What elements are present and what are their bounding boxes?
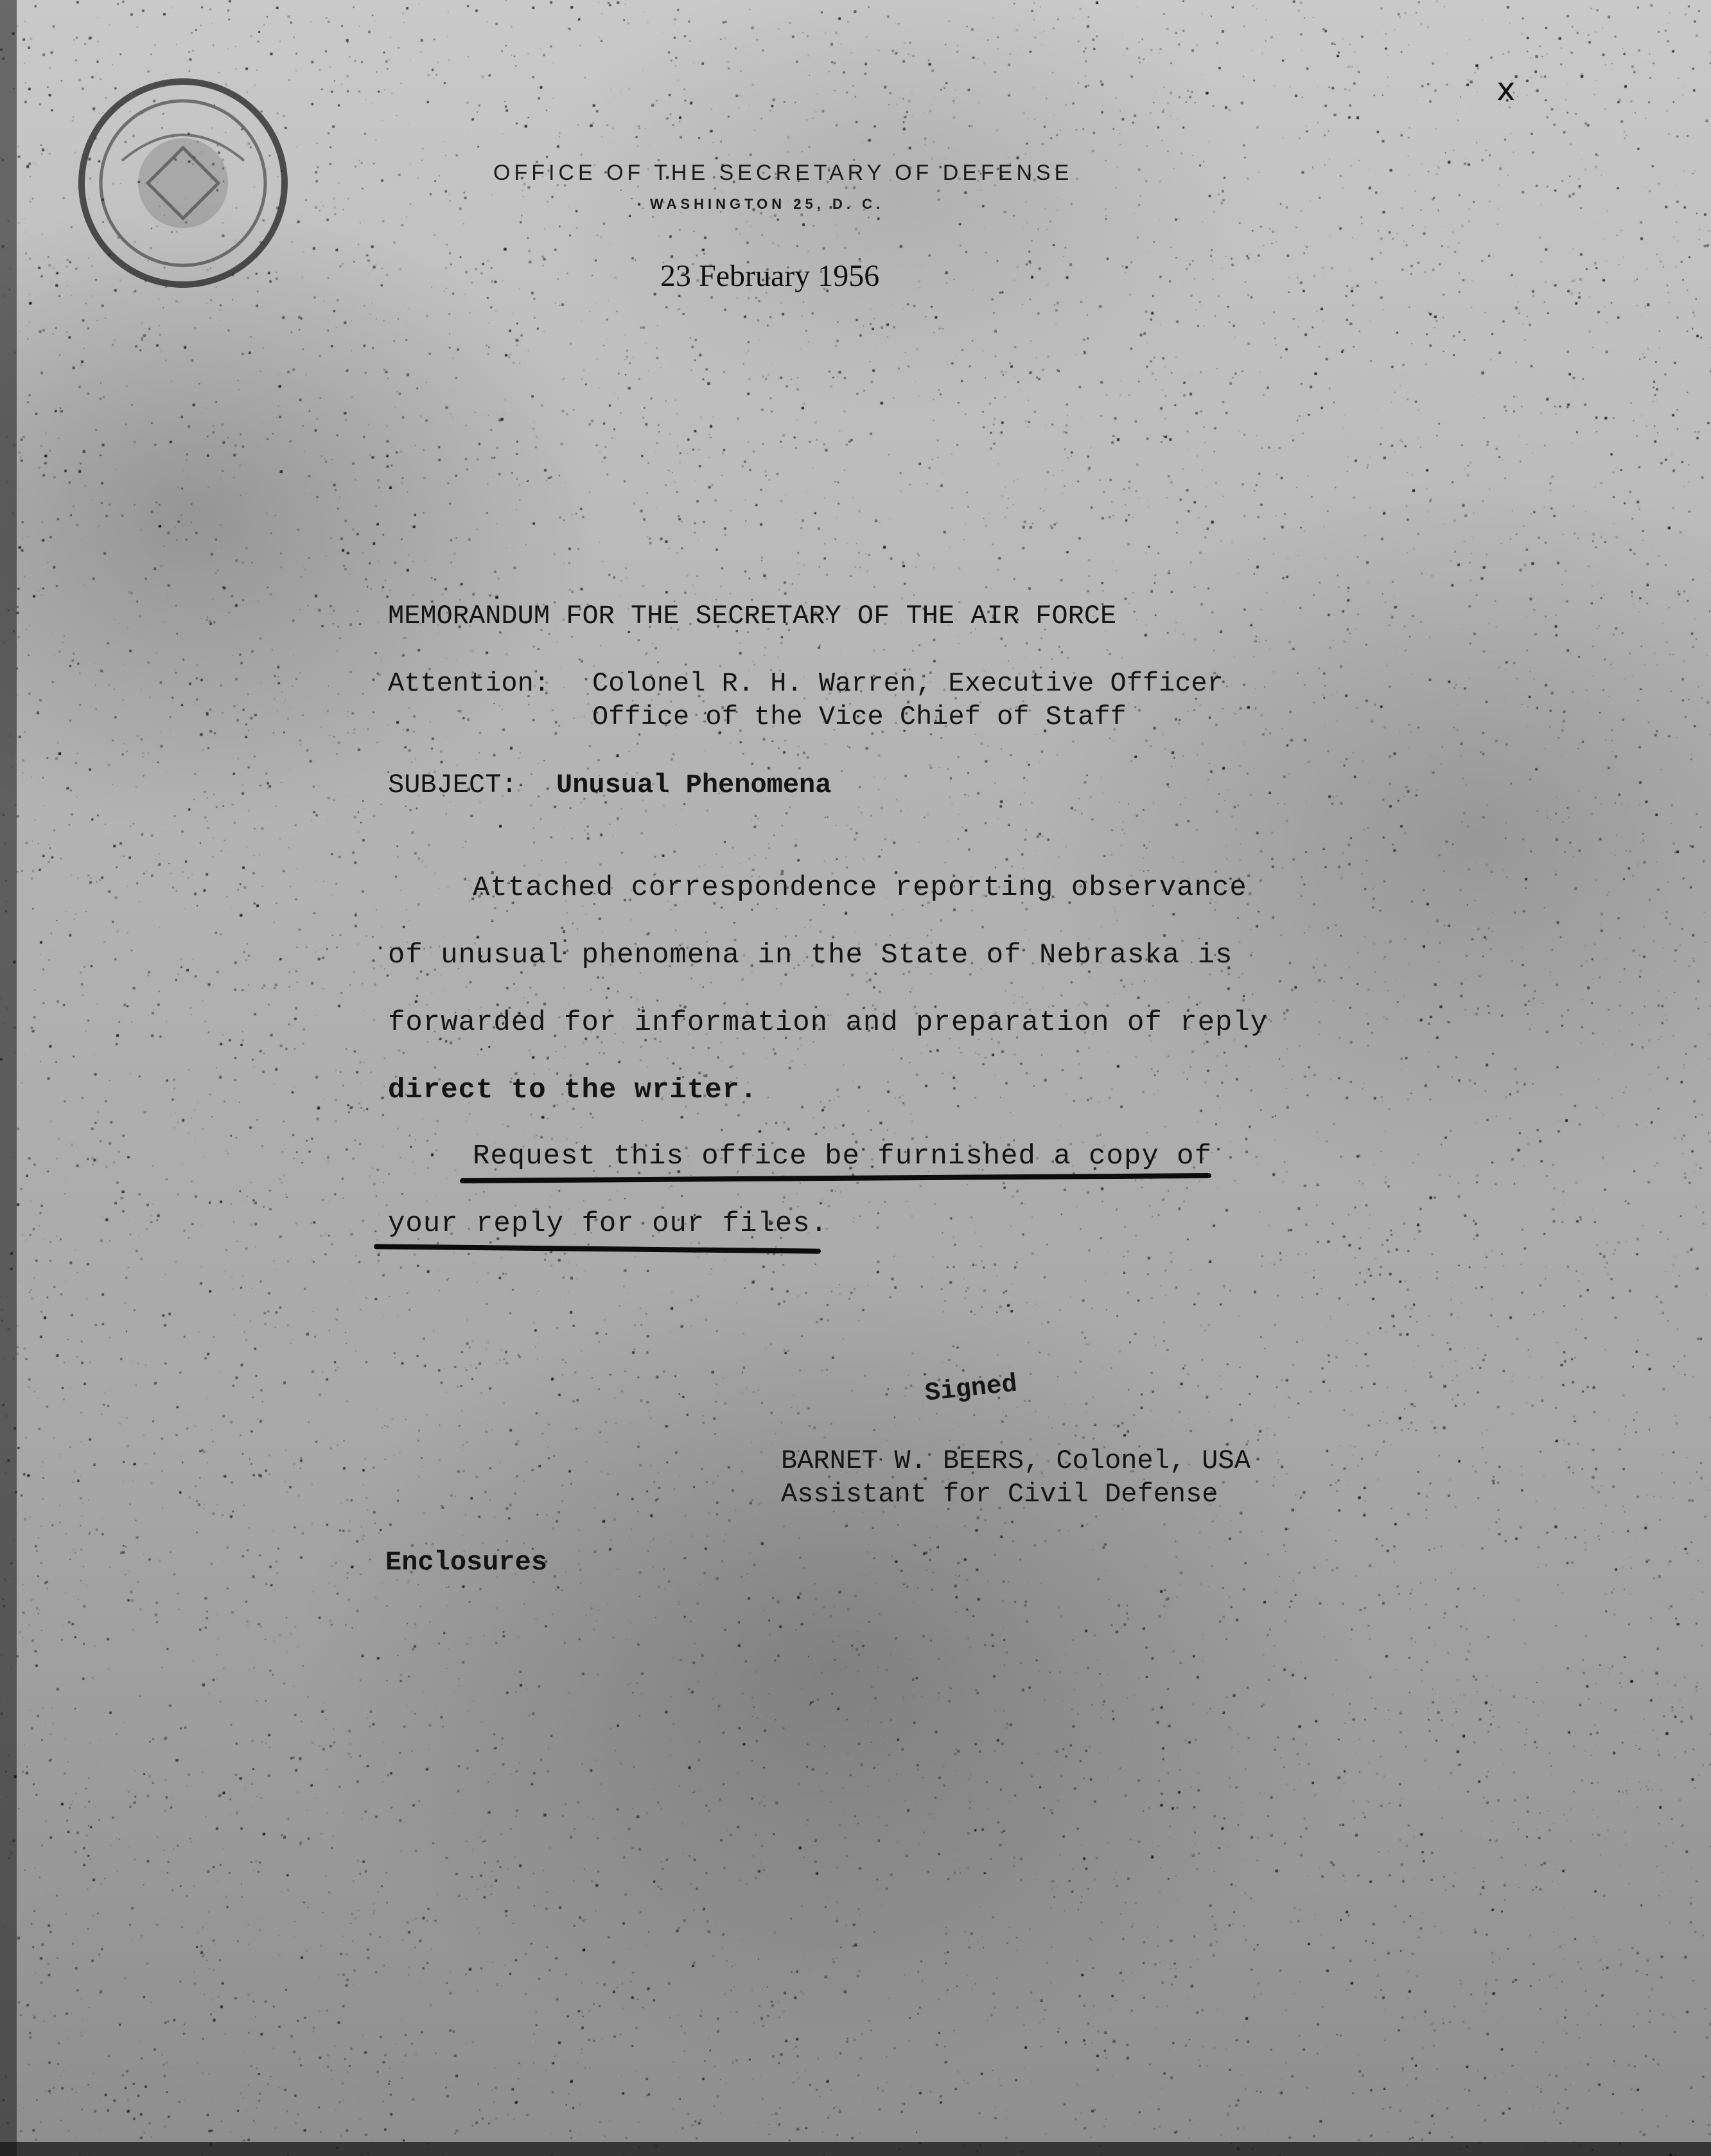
body-line-3: forwarded for information and preparation of reply — [388, 1007, 1268, 1039]
body-line-4: direct to the writer. — [388, 1074, 758, 1106]
department-seal — [71, 71, 295, 296]
request-line-1: Request this office be furnished a copy of — [473, 1140, 1212, 1172]
memo-heading: MEMORANDUM FOR THE SECRETARY OF THE AIR FORCE — [388, 601, 1117, 632]
request-line-2: your reply for our files. — [388, 1208, 829, 1240]
letterhead-city: WASHINGTON 25, D. C. — [650, 196, 884, 212]
attention-line-2: Office of the Vice Chief of Staff — [592, 702, 1127, 732]
body-line-2: of unusual phenomena in the State of Nebraska is — [388, 939, 1233, 971]
letterhead-office: OFFICE OF THE SECRETARY OF DEFENSE — [493, 161, 1073, 185]
enclosures-label: Enclosures — [385, 1547, 548, 1578]
memo-date: 23 February 1956 — [660, 259, 880, 293]
subject-label: SUBJECT: — [388, 770, 518, 800]
scan-edge-left — [0, 0, 17, 2156]
scan-edge-bottom — [0, 2142, 1711, 2156]
subject-text: Unusual Phenomena — [556, 770, 832, 800]
attention-line-1: Colonel R. H. Warren, Executive Officer — [592, 668, 1224, 699]
signer-title: Assistant for Civil Defense — [781, 1479, 1218, 1510]
signer-name: BARNET W. BEERS, Colonel, USA — [781, 1445, 1250, 1476]
body-line-1: Attached correspondence reporting observance — [473, 872, 1247, 904]
attention-label: Attention: — [388, 668, 550, 699]
signed-stamp: Signed — [924, 1370, 1019, 1409]
corner-mark: x — [1496, 71, 1516, 108]
